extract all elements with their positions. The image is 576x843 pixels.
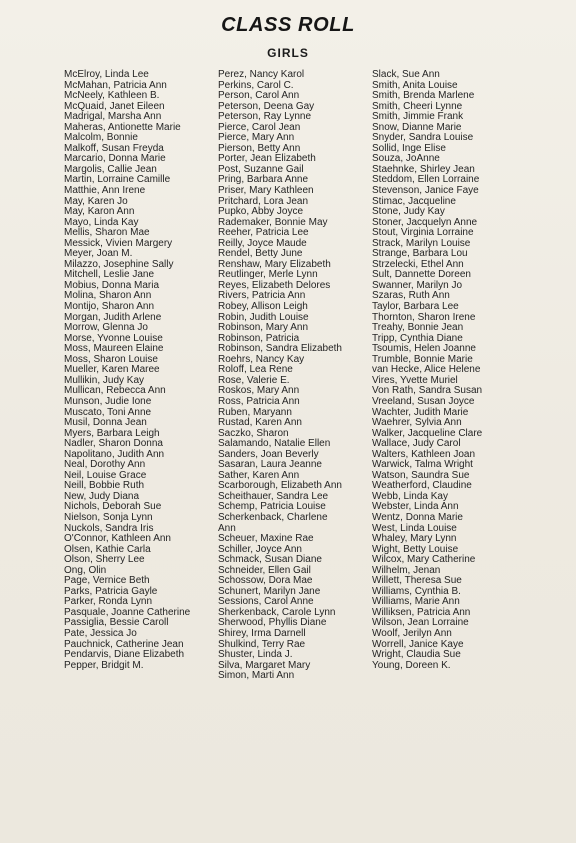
student-name: McMahan, Patricia Ann bbox=[64, 79, 167, 91]
name-column-2 bbox=[218, 70, 342, 682]
student-name: Rustad, Karen Ann bbox=[218, 417, 302, 429]
student-name: Vires, Yvette Muriel bbox=[372, 374, 458, 386]
student-name: Mobius, Donna Maria bbox=[64, 279, 160, 291]
student-name: Schunert, Marilyn Jane bbox=[218, 585, 321, 597]
student-name: Webb, Linda Kay bbox=[372, 490, 448, 502]
student-name: Peterson, Deena Gay bbox=[218, 100, 315, 112]
student-name: Thornton, Sharon Irene bbox=[372, 311, 476, 323]
student-name: Neill, Bobbie Ruth bbox=[64, 480, 145, 492]
student-name: Musil, Donna Jean bbox=[64, 417, 147, 429]
student-name: Szaras, Ruth Ann bbox=[372, 290, 450, 302]
student-name: Waehrer, Sylvia Ann bbox=[372, 417, 462, 429]
student-name: Parks, Patricia Gayle bbox=[64, 585, 158, 597]
student-name: Snow, Dianne Marie bbox=[372, 121, 462, 133]
student-name: Strzelecki, Ethel Ann bbox=[372, 258, 464, 270]
student-name: Olsen, Kathie Carla bbox=[64, 543, 151, 555]
student-name: Stout, Virginia Lorraine bbox=[372, 227, 474, 239]
student-name: Staehnke, Shirley Jean bbox=[372, 163, 475, 175]
student-name: Snyder, Sandra Louise bbox=[372, 132, 474, 144]
student-name: New, Judy Diana bbox=[64, 490, 140, 502]
student-name: Molina, Sharon Ann bbox=[64, 290, 152, 302]
student-name: Sather, Karen Ann bbox=[218, 469, 300, 481]
student-name: Roloff, Lea Rene bbox=[218, 364, 293, 376]
student-name: Reeher, Patricia Lee bbox=[218, 227, 309, 239]
student-name: Person, Carol Ann bbox=[218, 90, 300, 102]
student-name: Post, Suzanne Gail bbox=[218, 163, 304, 175]
student-name: Tsoumis, Helen Joanne bbox=[372, 343, 476, 355]
student-name: Salamando, Natalie Ellen bbox=[218, 438, 331, 450]
student-name: Nichols, Deborah Sue bbox=[64, 501, 162, 513]
student-name: Ross, Patricia Ann bbox=[218, 395, 300, 407]
student-name: Mitchell, Leslie Jane bbox=[64, 269, 155, 281]
student-name: Robey, Allison Leigh bbox=[218, 301, 308, 313]
student-name: Swanner, Marilyn Jo bbox=[372, 279, 463, 291]
student-name: Pierce, Mary Ann bbox=[218, 132, 295, 144]
student-name: Schemp, Patricia Louise bbox=[218, 501, 326, 513]
student-name: Strack, Marilyn Louise bbox=[372, 237, 471, 249]
student-name: Sanders, Joan Beverly bbox=[218, 448, 319, 460]
student-name: Walters, Kathleen Joan bbox=[372, 448, 476, 460]
student-name: Messick, Vivien Margery bbox=[64, 237, 173, 249]
student-name: Scheithauer, Sandra Lee bbox=[218, 490, 329, 502]
student-name: Milazzo, Josephine Sally bbox=[64, 258, 174, 270]
student-name: Neil, Louise Grace bbox=[64, 469, 147, 481]
student-name: May, Karen Jo bbox=[64, 195, 128, 207]
name-column-3 bbox=[372, 70, 482, 671]
student-name: Margolis, Callie Jean bbox=[64, 163, 157, 175]
student-name: van Hecke, Alice Helene bbox=[372, 364, 481, 376]
student-name: Nuckols, Sandra Iris bbox=[64, 522, 154, 534]
student-name: Napolitano, Judith Ann bbox=[64, 448, 165, 460]
student-name: Morse, Yvonne Louise bbox=[64, 332, 163, 344]
student-name: Munson, Judie Ione bbox=[64, 395, 152, 407]
student-name: Rose, Valerie E. bbox=[218, 374, 290, 386]
student-name: Stimac, Jacqueline bbox=[372, 195, 456, 207]
student-name: Schiller, Joyce Ann bbox=[218, 543, 302, 555]
page-title: CLASS ROLL bbox=[221, 14, 355, 36]
student-name: Ong, Olin bbox=[64, 564, 107, 576]
student-name: Robin, Judith Louise bbox=[218, 311, 309, 323]
student-name: Renshaw, Mary Elizabeth bbox=[218, 258, 331, 270]
student-name: Smith, Jimmie Frank bbox=[372, 111, 464, 123]
student-name: Mullican, Rebecca Ann bbox=[64, 385, 166, 397]
student-name: Ruben, Maryann bbox=[218, 406, 292, 418]
student-name: Sult, Dannette Doreen bbox=[372, 269, 471, 281]
student-name: Peterson, Ray Lynne bbox=[218, 111, 312, 123]
student-name: Mellis, Sharon Mae bbox=[64, 227, 150, 239]
student-name: Treahy, Bonnie Jean bbox=[372, 322, 464, 334]
student-name: Nadler, Sharon Donna bbox=[64, 438, 163, 450]
student-name: Worrell, Janice Kaye bbox=[372, 638, 464, 650]
student-name: Smith, Cheeri Lynne bbox=[372, 100, 463, 112]
student-name: Stevenson, Janice Faye bbox=[372, 185, 479, 197]
student-name: Moss, Sharon Louise bbox=[64, 353, 158, 365]
student-name: Sherkenback, Carole Lynn bbox=[218, 606, 336, 618]
student-name: Robinson, Mary Ann bbox=[218, 322, 309, 334]
student-name: Wilcox, Mary Catherine bbox=[372, 554, 476, 566]
student-name: Matthie, Ann Irene bbox=[64, 185, 146, 197]
student-name: McElroy, Linda Lee bbox=[64, 69, 149, 80]
student-name: Sessions, Carol Anne bbox=[218, 596, 314, 608]
student-name: Wachter, Judith Marie bbox=[372, 406, 469, 418]
student-name: Wallace, Judy Carol bbox=[372, 438, 461, 450]
student-name: Warwick, Talma Wright bbox=[372, 459, 473, 471]
student-name: West, Linda Louise bbox=[372, 522, 457, 534]
student-name: Whaley, Mary Lynn bbox=[372, 533, 457, 545]
student-name: Maheras, Antionette Marie bbox=[64, 121, 181, 133]
student-name: Trumble, Bonnie Marie bbox=[372, 353, 473, 365]
section-heading-girls: GIRLS bbox=[267, 46, 309, 60]
name-column-1 bbox=[64, 70, 190, 671]
student-name: Mullikin, Judy Kay bbox=[64, 374, 145, 386]
student-name: Madrigal, Marsha Ann bbox=[64, 111, 162, 123]
student-name: Meyer, Joan M. bbox=[64, 248, 133, 260]
student-name: Olson, Sherry Lee bbox=[64, 554, 145, 566]
student-name: Wight, Betty Louise bbox=[372, 543, 459, 555]
student-name: Williams, Cynthia B. bbox=[372, 585, 461, 597]
student-name: Von Rath, Sandra Susan bbox=[372, 385, 483, 397]
student-name: Sasaran, Laura Jeanne bbox=[218, 459, 322, 471]
student-name: Parker, Ronda Lynn bbox=[64, 596, 153, 608]
student-name: Porter, Jean Elizabeth bbox=[218, 153, 316, 165]
student-name: Simon, Marti Ann bbox=[218, 670, 295, 682]
student-name: Pepper, Bridgit M. bbox=[64, 659, 144, 671]
student-name: Rivers, Patricia Ann bbox=[218, 290, 306, 302]
student-name: Stone, Judy Kay bbox=[372, 206, 445, 218]
student-name: Rademaker, Bonnie May bbox=[218, 216, 328, 228]
student-name: Webster, Linda Ann bbox=[372, 501, 459, 513]
student-name: Walker, Jacqueline Clare bbox=[372, 427, 483, 439]
student-name: McQuaid, Janet Eileen bbox=[64, 100, 165, 112]
student-name: Shuster, Linda J. bbox=[218, 649, 293, 661]
student-name: Steddom, Ellen Lorraine bbox=[372, 174, 480, 186]
student-name: Priser, Mary Kathleen bbox=[218, 185, 314, 197]
student-name: McNeely, Kathleen B. bbox=[64, 90, 160, 102]
student-name: May, Karon Ann bbox=[64, 206, 135, 218]
student-name: Mayo, Linda Kay bbox=[64, 216, 139, 228]
student-name: Williams, Marie Ann bbox=[372, 596, 460, 608]
student-name: Taylor, Barbara Lee bbox=[372, 301, 459, 313]
student-name: Montijo, Sharon Ann bbox=[64, 301, 155, 313]
student-name: Pierson, Betty Ann bbox=[218, 142, 301, 154]
student-name: Reilly, Joyce Maude bbox=[218, 237, 307, 249]
student-name: Weatherford, Claudine bbox=[372, 480, 472, 492]
student-name: Shulkind, Terry Rae bbox=[218, 638, 306, 650]
student-name: Mueller, Karen Maree bbox=[64, 364, 160, 376]
student-name: Scarborough, Elizabeth Ann bbox=[218, 480, 342, 492]
student-name: Neal, Dorothy Ann bbox=[64, 459, 146, 471]
student-name: Reyes, Elizabeth Delores bbox=[218, 279, 331, 291]
student-name: Silva, Margaret Mary bbox=[218, 659, 311, 671]
student-name: Myers, Barbara Leigh bbox=[64, 427, 160, 439]
student-name: Stoner, Jacquelyn Anne bbox=[372, 216, 478, 228]
student-name: Perkins, Carol C. bbox=[218, 79, 294, 91]
student-name: Robinson, Sandra Elizabeth bbox=[218, 343, 342, 355]
student-name: Pauchnick, Catherine Jean bbox=[64, 638, 184, 650]
student-name: Ann bbox=[218, 522, 236, 534]
student-name: Willett, Theresa Sue bbox=[372, 575, 462, 587]
student-name: Wilson, Jean Lorraine bbox=[372, 617, 469, 629]
student-name: Pierce, Carol Jean bbox=[218, 121, 301, 133]
student-name: Perez, Nancy Karol bbox=[218, 69, 305, 80]
student-name: Vreeland, Susan Joyce bbox=[372, 395, 475, 407]
student-name: Morrow, Glenna Jo bbox=[64, 322, 148, 334]
student-name: Pritchard, Lora Jean bbox=[218, 195, 309, 207]
student-name: Moss, Maureen Elaine bbox=[64, 343, 164, 355]
student-name: Passiglia, Bessie Caroll bbox=[64, 617, 169, 629]
student-name: Nielson, Sonja Lynn bbox=[64, 511, 153, 523]
student-name: Pendarvis, Diane Elizabeth bbox=[64, 649, 185, 661]
student-name: Smith, Brenda Marlene bbox=[372, 90, 475, 102]
student-name: Pring, Barbara Anne bbox=[218, 174, 309, 186]
student-name: Martin, Lorraine Camille bbox=[64, 174, 171, 186]
student-name: Morgan, Judith Arlene bbox=[64, 311, 162, 323]
student-name: Robinson, Patricia bbox=[218, 332, 300, 344]
student-name: Sollid, Inge Elise bbox=[372, 142, 446, 154]
student-name: Woolf, Jerilyn Ann bbox=[372, 627, 452, 639]
student-name: Wilhelm, Jenan bbox=[372, 564, 441, 576]
student-name: Roskos, Mary Ann bbox=[218, 385, 300, 397]
student-name: Muscato, Toni Anne bbox=[64, 406, 152, 418]
student-name: Wentz, Donna Marie bbox=[372, 511, 463, 523]
student-name: Souza, JoAnne bbox=[372, 153, 440, 165]
student-name: Reutlinger, Merle Lynn bbox=[218, 269, 318, 281]
student-name: Schmack, Susan Diane bbox=[218, 554, 322, 566]
student-name: Slack, Sue Ann bbox=[372, 69, 440, 80]
student-name: O'Connor, Kathleen Ann bbox=[64, 533, 171, 545]
student-name: Schneider, Ellen Gail bbox=[218, 564, 311, 576]
student-name: Wright, Claudia Sue bbox=[372, 649, 461, 661]
student-name: Malcolm, Bonnie bbox=[64, 132, 138, 144]
student-name: Williksen, Patricia Ann bbox=[372, 606, 471, 618]
student-name: Smith, Anita Louise bbox=[372, 79, 458, 91]
student-name: Pasquale, Joanne Catherine bbox=[64, 606, 191, 618]
student-name: Tripp, Cynthia Diane bbox=[372, 332, 463, 344]
student-name: Scherkenback, Charlene bbox=[218, 511, 328, 523]
student-name: Roehrs, Nancy Kay bbox=[218, 353, 305, 365]
student-name: Page, Vernice Beth bbox=[64, 575, 150, 587]
student-name: Watson, Saundra Sue bbox=[372, 469, 470, 481]
student-name: Schossow, Dora Mae bbox=[218, 575, 313, 587]
student-name: Rendel, Betty June bbox=[218, 248, 303, 260]
student-name: Pate, Jessica Jo bbox=[64, 627, 137, 639]
student-name: Marcario, Donna Marie bbox=[64, 153, 166, 165]
student-name: Scheuer, Maxine Rae bbox=[218, 533, 314, 545]
student-name: Shirey, Irma Darnell bbox=[218, 627, 306, 639]
student-name: Young, Doreen K. bbox=[372, 659, 451, 671]
student-name: Strange, Barbara Lou bbox=[372, 248, 468, 260]
student-name: Sherwood, Phyllis Diane bbox=[218, 617, 327, 629]
student-name: Malkoff, Susan Freyda bbox=[64, 142, 164, 154]
student-name: Saczko, Sharon bbox=[218, 427, 289, 439]
student-name: Pupko, Abby Joyce bbox=[218, 206, 304, 218]
